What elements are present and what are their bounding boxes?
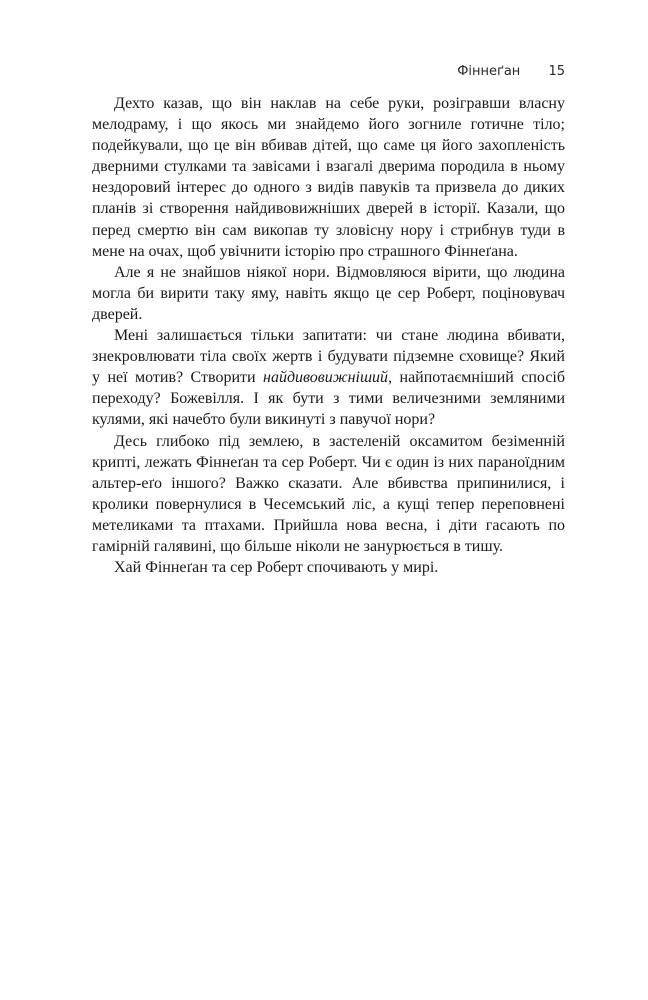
paragraph-5: Хай Фіннеґан та сер Роберт спочивають у мирі. [114,559,439,577]
paragraph-3-end: , найпотаємніший спосіб переходу? Божевілля. І як бути з тими величезними земляними кулями, які начебто були викинуті з павучої нори? [92,369,565,429]
paragraph-3-start: Мені залишається тільки запитати: чи стане людина вбивати, знекровлювати тіла своїх жертв і будувати підземне сховище? Який у неї мотив? Створити [92,327,565,387]
paragraph-4: Десь глибоко під землею, в застеленій оксамитом безіменній крипті, лежать Фіннеґан та сер Роберт. Чи є один із них параноїдним альтер-еґо іншого? Важко сказати. Але вбивства припинилися, і кролики повернулися в Чесемський ліс, а кущі тепер переповнені метеликами та птахами. Прийшла нова весна, і діти гасають по гамірній галявині, що більше ніколи не занурюється в тишу. [92,432,565,555]
emphasized-word: найдивовижніший [263,369,389,387]
paragraph-1: Дехто казав, що він наклав на себе руки, розігравши власну мелодраму, і що якось ми знайдемо його зогниле готичне тіло; подейкували, що це він вбивав дітей, що саме ця його захопленість дверними стулками та завісами і взагалі дверима породила в ньому нездоровий інтерес до одного з видів павуків та призвела до диких планів зі створення найдивовижніших дверей в історії. Казали, що перед смертю він сам викопав ту зловісну нору і стрибнув туди в мене на очах, щоб увічнити історію про страшного Фіннеґана. [92,95,565,260]
running-header [457,64,565,79]
page-number: 15 [548,64,565,79]
running-title: Фіннеґан [457,64,521,79]
paragraph-3 [92,325,565,430]
paragraph-2: Але я не знайшов ніякої нори. Відмовляюся вірити, що людина могла би вирити таку яму, навіть якщо це сер Роберт, поціновувач дверей. [92,263,565,323]
page-body [92,93,565,578]
